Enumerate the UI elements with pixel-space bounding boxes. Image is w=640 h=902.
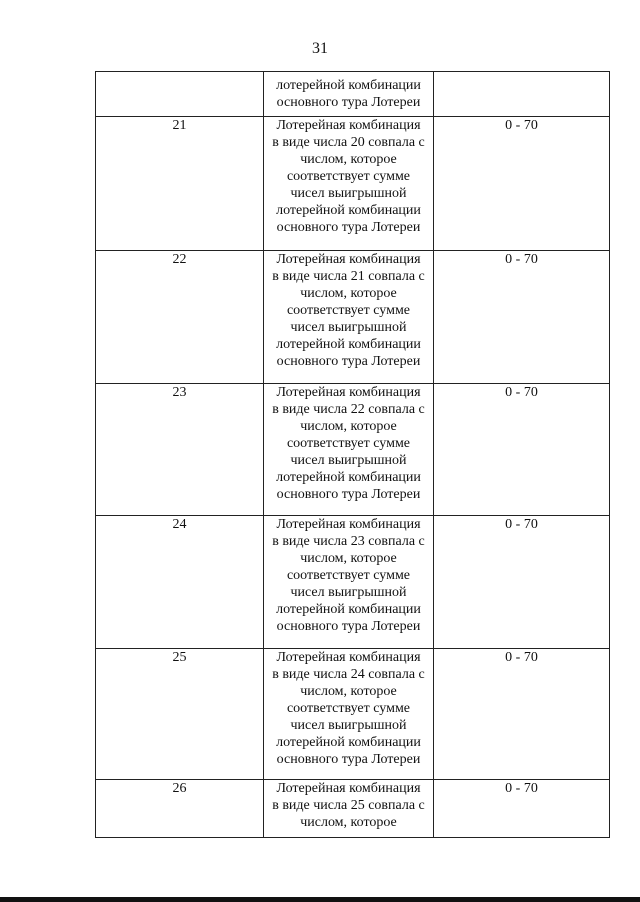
table-row <box>96 649 610 780</box>
description-line: основного тура Лотереи <box>276 487 421 502</box>
description-cell <box>264 251 434 384</box>
range-cell <box>434 72 610 117</box>
row-number-cell: 21 <box>96 117 264 251</box>
range-cell: 0 - 70 <box>434 780 610 838</box>
description-line: лотерейной комбинации <box>276 470 421 485</box>
description-line: лотерейной комбинации <box>276 203 421 218</box>
page-number: 31 <box>312 40 328 57</box>
description-line: чисел выигрышной <box>290 585 407 600</box>
description-cell <box>264 516 434 649</box>
description-line: Лотерейная комбинация <box>276 650 421 665</box>
description-line: в виде числа 22 совпала с <box>272 402 425 417</box>
description-line: числом, которое <box>300 152 397 167</box>
description-line: в виде числа 21 совпала с <box>272 269 425 284</box>
description-line: числом, которое <box>300 419 397 434</box>
row-number-cell: 24 <box>96 516 264 649</box>
description-line: в виде числа 20 совпала с <box>272 135 425 150</box>
table-row <box>96 251 610 384</box>
range-cell: 0 - 70 <box>434 117 610 251</box>
description-line: соответствует сумме <box>286 303 411 318</box>
description-line: соответствует сумме <box>286 568 411 583</box>
description-line: Лотерейная комбинация <box>276 252 421 267</box>
description-line: лотерейной комбинации <box>276 735 421 750</box>
description-line: чисел выигрышной <box>290 186 407 201</box>
description-line: лотерейной комбинации <box>276 78 421 93</box>
range-cell: 0 - 70 <box>434 251 610 384</box>
description-line: чисел выигрышной <box>290 320 407 335</box>
table-body <box>96 72 610 838</box>
description-line: числом, которое <box>300 551 397 566</box>
description-cell <box>264 384 434 516</box>
table-row <box>96 780 610 838</box>
row-number-cell: 25 <box>96 649 264 780</box>
description-cell <box>264 72 434 117</box>
scan-bottom-edge <box>0 897 640 902</box>
row-number-cell: 22 <box>96 251 264 384</box>
description-line: соответствует сумме <box>286 436 411 451</box>
description-line: основного тура Лотереи <box>276 752 421 767</box>
row-number-cell: 23 <box>96 384 264 516</box>
description-line: Лотерейная комбинация <box>276 517 421 532</box>
description-line: соответствует сумме <box>286 169 411 184</box>
description-line: числом, которое <box>300 286 397 301</box>
table-row <box>96 516 610 649</box>
description-line: основного тура Лотереи <box>276 354 421 369</box>
description-line: в виде числа 25 совпала с <box>272 798 425 813</box>
description-line: числом, которое <box>300 684 397 699</box>
description-line: числом, которое <box>300 815 397 830</box>
row-number-cell: 26 <box>96 780 264 838</box>
lottery-combinations-table <box>95 71 610 838</box>
description-line: в виде числа 24 совпала с <box>272 667 425 682</box>
description-line: Лотерейная комбинация <box>276 385 421 400</box>
table-row <box>96 72 610 117</box>
table-row <box>96 384 610 516</box>
description-line: соответствует сумме <box>286 701 411 716</box>
description-cell <box>264 649 434 780</box>
description-line: лотерейной комбинации <box>276 337 421 352</box>
description-line: основного тура Лотереи <box>276 220 421 235</box>
table-row <box>96 117 610 251</box>
description-cell <box>264 780 434 838</box>
description-line: лотерейной комбинации <box>276 602 421 617</box>
range-cell: 0 - 70 <box>434 649 610 780</box>
description-line: в виде числа 23 совпала с <box>272 534 425 549</box>
range-cell: 0 - 70 <box>434 516 610 649</box>
row-number-cell <box>96 72 264 117</box>
description-line: Лотерейная комбинация <box>276 781 421 796</box>
description-line: Лотерейная комбинация <box>276 118 421 133</box>
description-line: чисел выигрышной <box>290 718 407 733</box>
description-line: чисел выигрышной <box>290 453 407 468</box>
description-line: основного тура Лотереи <box>276 95 421 110</box>
description-cell <box>264 117 434 251</box>
range-cell: 0 - 70 <box>434 384 610 516</box>
description-line: основного тура Лотереи <box>276 619 421 634</box>
